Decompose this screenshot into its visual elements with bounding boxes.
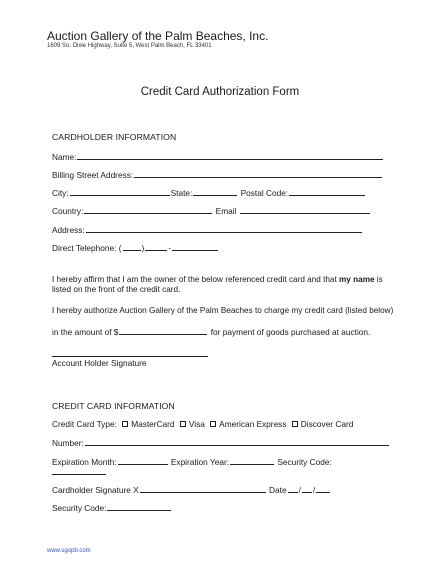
name-field[interactable]: [77, 151, 383, 160]
company-name: Auction Gallery of the Palm Beaches, Inc.: [47, 29, 269, 43]
postal-label: Postal Code:: [240, 188, 289, 198]
phone-prefix-field[interactable]: [145, 242, 167, 251]
address-field[interactable]: [86, 224, 362, 233]
date-sep-1: /: [298, 485, 301, 495]
phone-line-field[interactable]: [172, 242, 218, 251]
mastercard-label: MasterCard: [131, 419, 175, 429]
affirm-text: I hereby affirm that I am the owner of the below referenced credit card and that: [52, 275, 340, 284]
cardholder-signature-row: [52, 484, 331, 495]
date-year-field[interactable]: [316, 484, 330, 493]
name-row: [52, 151, 384, 162]
postal-field[interactable]: [289, 187, 365, 196]
exp-month-field[interactable]: [118, 456, 168, 465]
security-code-2-label: Security Code:: [52, 503, 107, 513]
city-field[interactable]: [70, 187, 170, 196]
affirm-bold-text: my name: [339, 275, 375, 284]
form-title: Credit Card Authorization Form: [140, 86, 300, 98]
country-label: Country:: [52, 206, 84, 216]
amount-label: in the amount of $: [52, 327, 119, 337]
account-signature-label: Account Holder Signature: [52, 358, 147, 368]
city-label: City:: [52, 188, 69, 198]
cardholder-signature-field[interactable]: [140, 484, 266, 493]
security-code-2-row: [52, 502, 172, 513]
phone-label: Direct Telephone:: [52, 243, 117, 253]
authorize-paragraph: I hereby authorize Auction Gallery of the Palm Beaches to charge my credit card (listed below): [52, 306, 394, 315]
amount-purpose: for payment of goods purchased at auction.: [210, 327, 371, 337]
billing-label: Billing Street Address:: [52, 170, 134, 180]
security-code-row: [52, 466, 107, 477]
card-section-heading: CREDIT CARD INFORMATION: [52, 401, 175, 411]
amex-label: American Express: [219, 419, 287, 429]
phone-paren-close: ): [141, 243, 145, 253]
card-number-row: [52, 437, 390, 448]
address-label: Address:: [52, 225, 85, 235]
amount-row: [52, 326, 370, 337]
visa-checkbox[interactable]: [180, 421, 186, 427]
country-field[interactable]: [84, 205, 212, 214]
phone-row: [52, 242, 219, 253]
discover-checkbox[interactable]: [292, 421, 298, 427]
affirm-paragraph: [52, 275, 397, 294]
date-label: Date: [269, 485, 287, 495]
amount-field[interactable]: [119, 326, 207, 335]
affirm-text-end: is listed on the front of the credit card.: [52, 275, 383, 294]
visa-label: Visa: [188, 419, 205, 429]
cardholder-signature-label: Cardholder Signature X: [52, 485, 139, 495]
billing-field[interactable]: [134, 169, 382, 178]
email-field[interactable]: [240, 205, 370, 214]
card-type-row: [52, 419, 353, 430]
company-address: 1609 So. Dixie Highway, Suite 5, West Palm Beach, FL 33401: [47, 43, 212, 49]
date-month-field[interactable]: [288, 484, 298, 493]
email-label: Email: [215, 206, 237, 216]
footer-url[interactable]: www.sgopb.com: [47, 548, 91, 554]
billing-row: [52, 169, 383, 180]
security-code-field[interactable]: [52, 466, 106, 475]
exp-year-label: Expiration Year:: [170, 457, 230, 467]
account-signature-line[interactable]: [52, 355, 208, 357]
card-number-label: Number:: [52, 438, 84, 448]
card-number-field[interactable]: [85, 437, 389, 446]
address-row: [52, 224, 363, 235]
phone-paren-open: (: [118, 243, 122, 253]
security-code-2-field[interactable]: [107, 502, 171, 511]
country-row: [52, 205, 371, 216]
phone-dash: -: [168, 243, 172, 253]
security-code-label: Security Code:: [277, 457, 332, 467]
mastercard-checkbox[interactable]: [122, 421, 128, 427]
card-type-label: Credit Card Type:: [52, 419, 117, 429]
discover-label: Discover Card: [300, 419, 354, 429]
name-label: Name:: [52, 152, 77, 162]
state-field[interactable]: [193, 187, 237, 196]
phone-area-field[interactable]: [123, 242, 141, 251]
date-sep-2: /: [312, 485, 316, 495]
exp-month-label: Expiration Month:: [52, 457, 117, 467]
exp-year-field[interactable]: [230, 456, 274, 465]
amex-checkbox[interactable]: [210, 421, 216, 427]
date-day-field[interactable]: [302, 484, 312, 493]
city-row: [52, 187, 366, 198]
state-label: State:: [170, 188, 193, 198]
cardholder-section-heading: CARDHOLDER INFORMATION: [52, 132, 177, 142]
